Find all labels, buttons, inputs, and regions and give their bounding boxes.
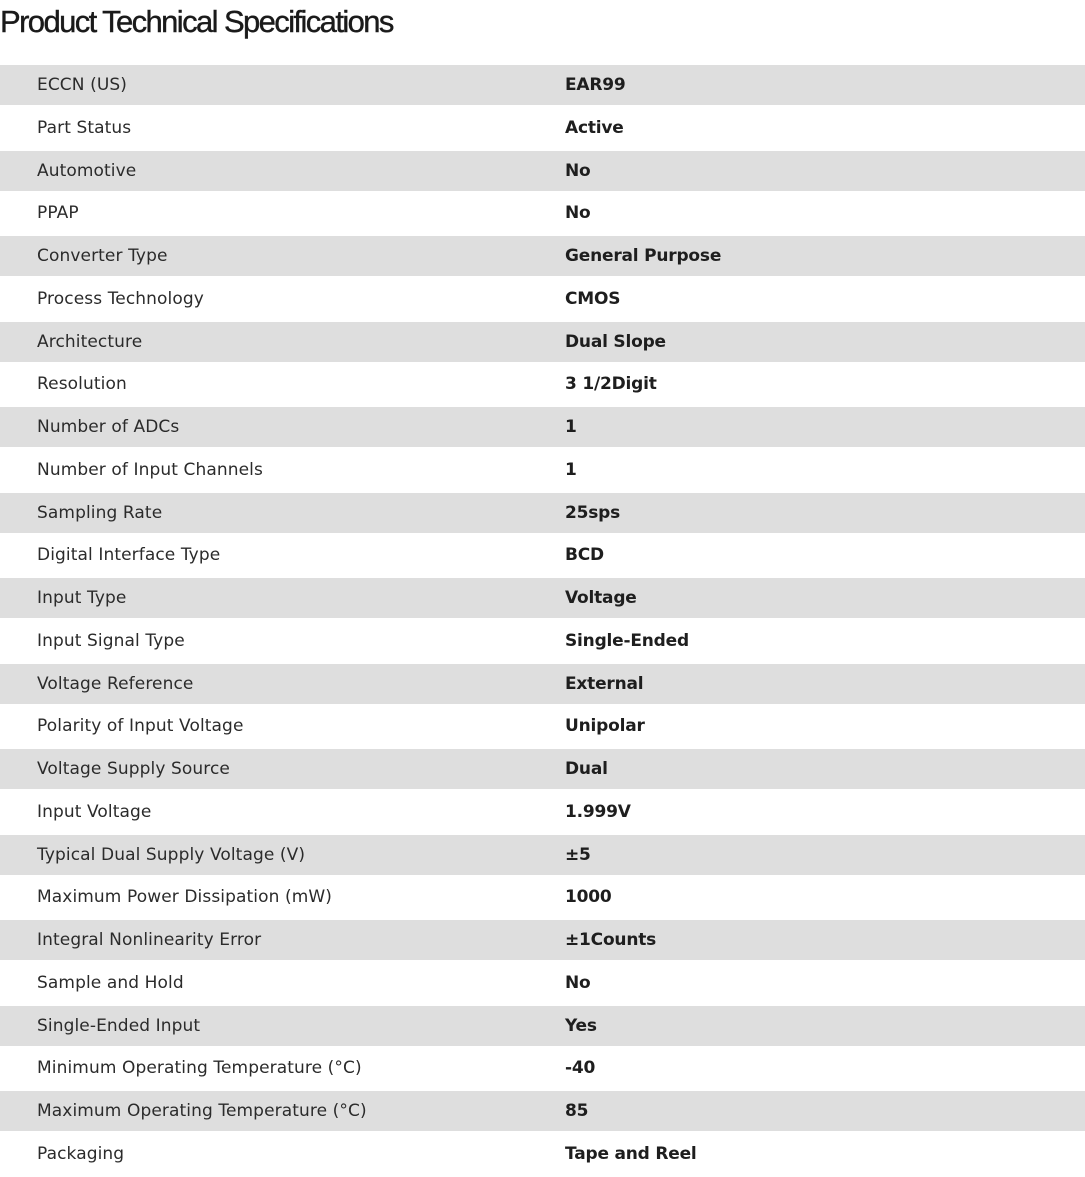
spec-row-sampling-rate <box>0 493 1085 533</box>
spec-label: Maximum Power Dissipation (mW) <box>37 887 333 908</box>
spec-row-resolution <box>0 362 1085 408</box>
spec-value: 1.999V <box>565 801 631 822</box>
spec-value: -40 <box>565 1058 596 1079</box>
spec-label: Polarity of Input Voltage <box>37 716 244 737</box>
spec-value: 1 <box>565 459 577 480</box>
spec-row-ppap <box>0 191 1085 237</box>
spec-label: Maximum Operating Temperature (°C) <box>37 1101 367 1121</box>
spec-label: Number of ADCs <box>37 417 180 437</box>
spec-row-input-signal-type <box>0 618 1085 664</box>
spec-row-number-of-adcs <box>0 407 1085 447</box>
spec-row-architecture <box>0 322 1085 362</box>
spec-label: Voltage Reference <box>37 673 194 694</box>
spec-value: Dual Slope <box>565 331 666 352</box>
spec-label: Sampling Rate <box>37 502 163 523</box>
spec-row-process-technology <box>0 276 1085 322</box>
page-title: Product Technical Specifications <box>0 4 393 39</box>
spec-value: BCD <box>565 545 604 566</box>
spec-label: Single-Ended Input <box>37 1015 201 1036</box>
spec-label: Digital Interface Type <box>37 545 221 566</box>
spec-value: Voltage <box>565 588 637 608</box>
spec-label: Minimum Operating Temperature (°C) <box>37 1058 362 1079</box>
spec-label: Input Voltage <box>37 801 152 822</box>
spec-label: Input Type <box>37 588 127 608</box>
spec-row-automotive <box>0 151 1085 191</box>
spec-value: ±5 <box>565 844 591 865</box>
spec-row-eccn <box>0 65 1085 105</box>
spec-value: EAR99 <box>565 75 626 95</box>
spec-row-minimum-operating-temperature <box>0 1046 1085 1092</box>
spec-label: Part Status <box>37 117 132 138</box>
spec-value: No <box>565 160 591 181</box>
spec-value: General Purpose <box>565 246 722 266</box>
spec-value: 85 <box>565 1101 589 1121</box>
spec-value: No <box>565 203 591 224</box>
spec-label: Packaging <box>37 1143 125 1164</box>
spec-row-packaging <box>0 1131 1085 1177</box>
spec-label: Number of Input Channels <box>37 459 263 480</box>
spec-row-integral-nonlinearity-error <box>0 920 1085 960</box>
spec-row-maximum-power-dissipation <box>0 875 1085 921</box>
spec-value: 1 <box>565 417 577 437</box>
spec-row-polarity-of-input-voltage <box>0 704 1085 750</box>
spec-label: Process Technology <box>37 288 204 309</box>
spec-label: Automotive <box>37 160 137 181</box>
spec-row-sample-and-hold <box>0 960 1085 1006</box>
spec-row-input-type <box>0 578 1085 618</box>
spec-label: Typical Dual Supply Voltage (V) <box>37 844 306 865</box>
spec-value: Tape and Reel <box>565 1143 697 1164</box>
spec-table <box>0 65 1085 1177</box>
spec-value: CMOS <box>565 288 621 309</box>
spec-label: PPAP <box>37 203 79 224</box>
spec-value: 1000 <box>565 887 612 908</box>
spec-row-digital-interface-type <box>0 533 1085 579</box>
spec-row-part-status <box>0 105 1085 151</box>
spec-value: Active <box>565 117 624 138</box>
spec-value: ±1Counts <box>565 930 657 950</box>
spec-label: Resolution <box>37 374 127 395</box>
spec-value: External <box>565 673 644 694</box>
spec-row-voltage-reference <box>0 664 1085 704</box>
spec-value: 3 1/2Digit <box>565 374 657 395</box>
spec-label: Converter Type <box>37 246 168 266</box>
spec-row-maximum-operating-temperature <box>0 1091 1085 1131</box>
spec-value: Yes <box>565 1015 597 1036</box>
spec-label: Sample and Hold <box>37 972 184 993</box>
spec-label: Input Signal Type <box>37 630 185 651</box>
spec-label: Voltage Supply Source <box>37 759 230 779</box>
spec-row-voltage-supply-source <box>0 749 1085 789</box>
spec-row-converter-type <box>0 236 1085 276</box>
spec-row-number-of-input-channels <box>0 447 1085 493</box>
spec-value: Single-Ended <box>565 630 689 651</box>
spec-label: Architecture <box>37 331 143 352</box>
spec-label: ECCN (US) <box>37 75 128 95</box>
spec-value: Dual <box>565 759 608 779</box>
spec-row-typical-dual-supply-voltage <box>0 835 1085 875</box>
spec-value: 25sps <box>565 502 621 523</box>
spec-row-single-ended-input <box>0 1006 1085 1046</box>
spec-value: Unipolar <box>565 716 645 737</box>
spec-row-input-voltage <box>0 789 1085 835</box>
spec-label: Integral Nonlinearity Error <box>37 930 262 950</box>
spec-value: No <box>565 972 591 993</box>
